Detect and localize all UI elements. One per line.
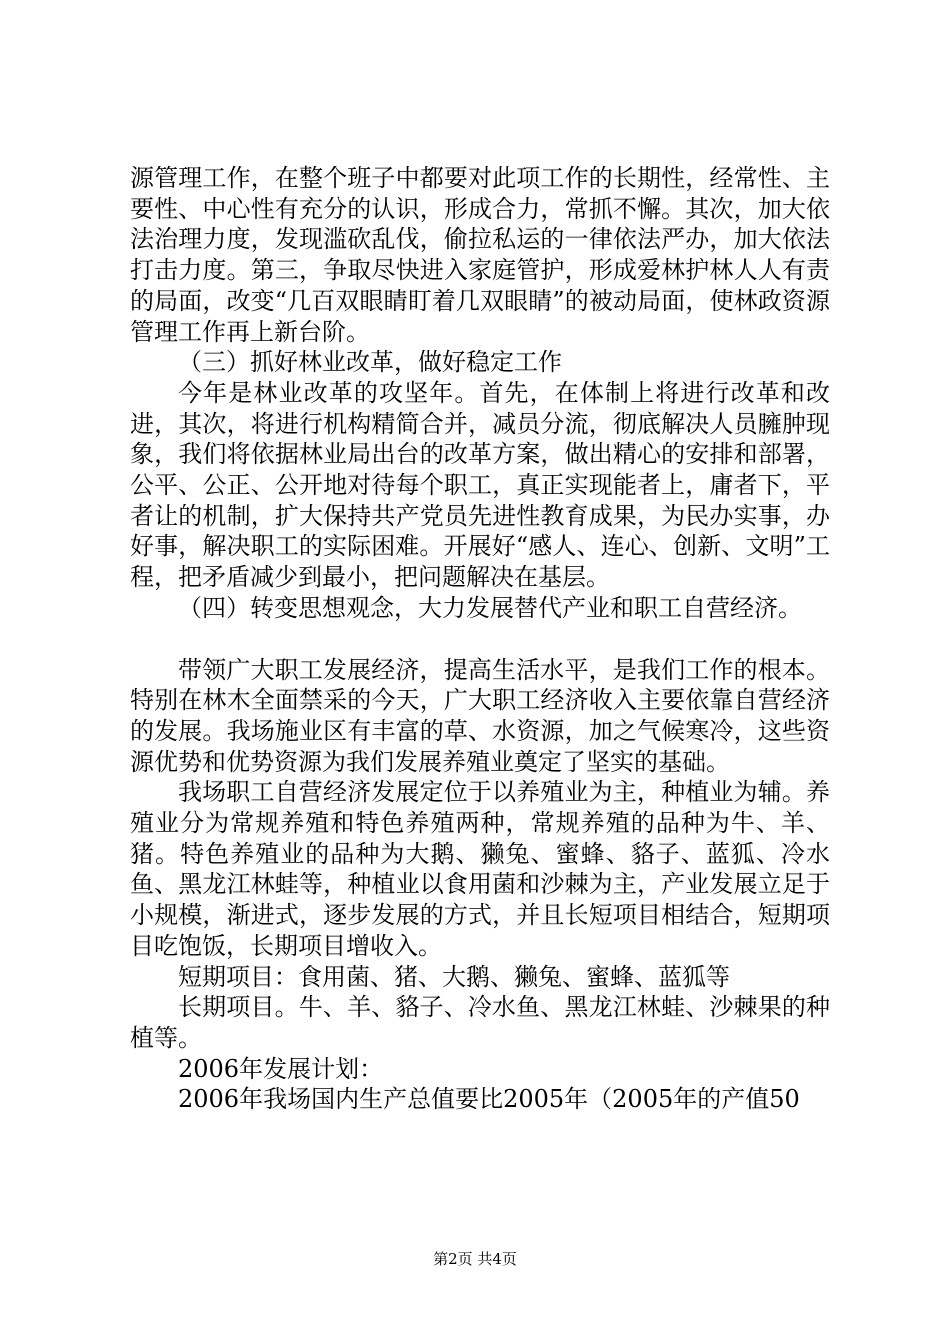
paragraph-self-run-economy: 我场职工自营经济发展定位于以养殖业为主，种植业为辅。养殖业分为常规养殖和特色养殖两种，常规养殖的品种为牛、羊、猪。特色养殖业的品种为大鹅、獭兔、蜜蜂、貉子、蓝狐、冷水鱼、黑龙江林蛙等，种植业以食用菌和沙棘为主，产业发展立足于小规模，渐进式，逐步发展的方式，并且长短项目相结合，短期项目吃饱饭，长期项目增收入。 bbox=[130, 778, 830, 960]
section-heading-forestry-reform: （三）抓好林业改革，做好稳定工作 bbox=[178, 348, 562, 377]
paragraph-short-term-projects: 短期项目：食用菌、猪、大鹅、獭兔、蜜蜂、蓝狐等 bbox=[178, 962, 730, 991]
paragraph-economic-development: 带领广大职工发展经济，提高生活水平，是我们工作的根本。特别在林木全面禁采的今天，广大职工经济收入主要依靠自营经济的发展。我场施业区有丰富的草、水资源，加之气候寒冷，这些资源优势和优势资源为我们发展养殖业奠定了坚实的基础。 bbox=[130, 655, 830, 776]
paragraph-long-term-projects: 长期项目。牛、羊、貉子、冷水鱼、黑龙江林蛙、沙棘果的种植等。 bbox=[130, 993, 830, 1052]
paragraph-gap bbox=[130, 624, 830, 655]
section-heading-alternative-industries: （四）转变思想观念，大力发展替代产业和职工自营经济。 bbox=[178, 593, 802, 622]
page-number-footer: 第2页 共4页 bbox=[433, 1250, 517, 1268]
paragraph-forestry-reform: 今年是林业改革的攻坚年。首先，在体制上将进行改革和改进，其次，将进行机构精简合并，减员分流，彻底解决人员臃肿现象，我们将依据林业局出台的改革方案，做出精心的安排和部署，公平、公正、公开地对待每个职工，真正实现能者上，庸者下，平者让的机制，扩大保持共产党员先进性教育成果，为民办实事，办好事，解决职工的实际困难。开展好“感人、连心、创新、文明”工程，把矛盾减少到最小，把问题解决在基层。 bbox=[130, 378, 830, 592]
document-body bbox=[130, 163, 830, 1115]
paragraph-plan-gdp: 2006年我场国内生产总值要比2005年（2005年的产值50 bbox=[178, 1085, 800, 1114]
paragraph-forest-resource-management: 源管理工作，在整个班子中都要对此项工作的长期性，经常性、主要性、中心性有充分的认识，形成合力，常抓不懈。其次，加大依法治理力度，发现滥砍乱伐，偷拉私运的一律依法严办，加大依法打击力度。第三，争取尽快进入家庭管护，形成爱林护林人人有责的局面，改变“几百双眼睛盯着几双眼睛”的被动局面，使林政资源管理工作再上新台阶。 bbox=[130, 164, 830, 346]
paragraph-plan-heading: 2006年发展计划： bbox=[178, 1054, 384, 1083]
